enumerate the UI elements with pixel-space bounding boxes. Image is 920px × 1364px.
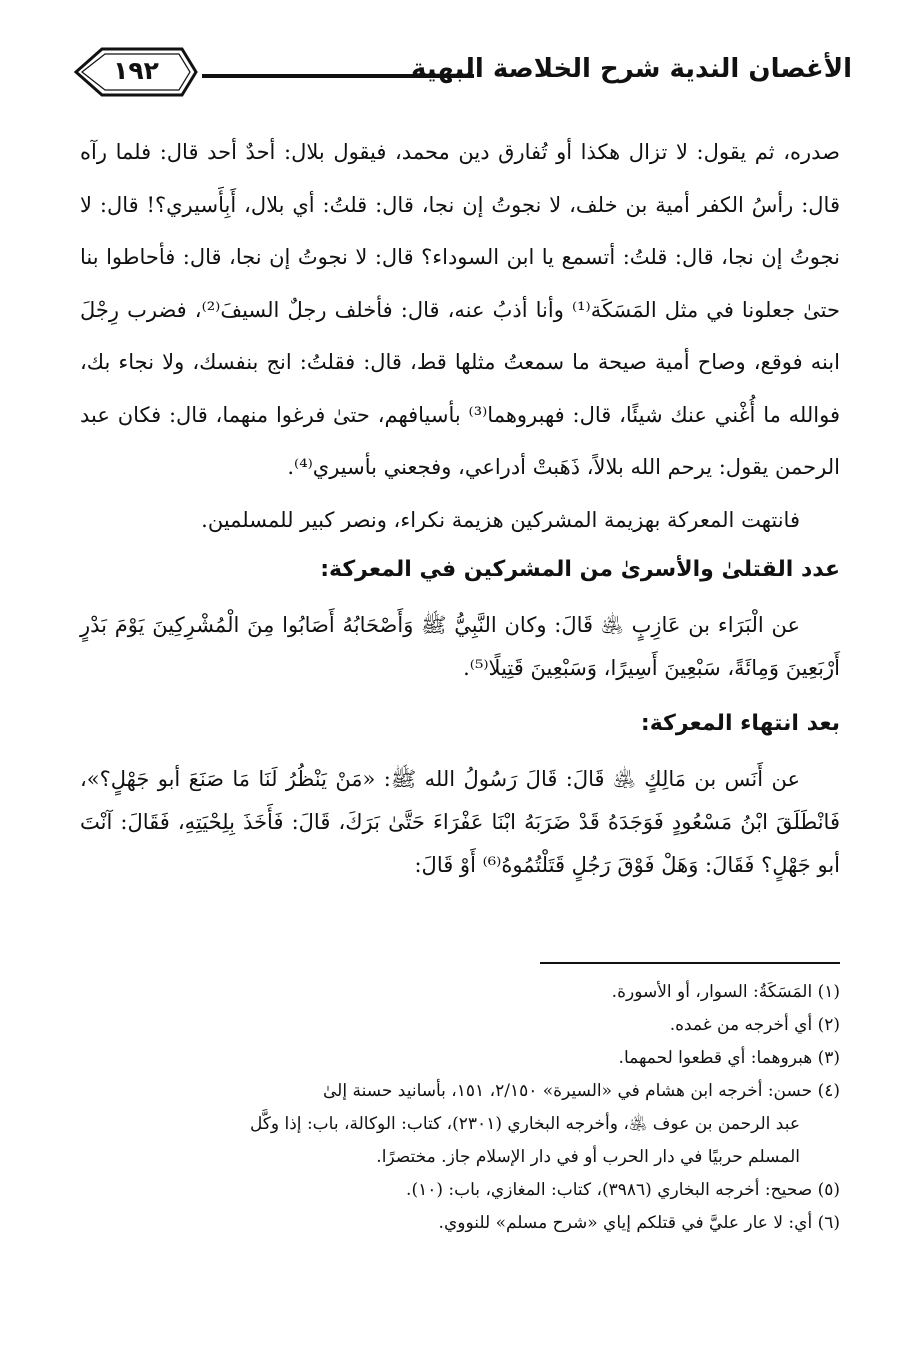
footnote-rule xyxy=(540,962,840,964)
footnote-4-line-1: (٤) حسن: أخرجه ابن هشام في «السيرة» ٢/١٥٠، ١٥١، بأسانيد حسنة إلىٰ xyxy=(322,1081,840,1101)
paragraph-1: صدره، ثم يقول: لا تزال هكذا أو تُفارق دين محمد، فيقول بلال: أحدٌ أحد قال: فلما رآه قال: رأسُ الكفر أمية بن خلف، لا نجوتُ إن نجا، قال: قلتُ: أي بلال، أَبِأَسيري؟! قال: لا نجوتُ إن نجا، قال: قلتُ: أتسمع يا ابن السوداء؟ قال: لا نجوتُ إن نجا، قال: فأحاطوا بنا حتىٰ جعلونا في مثل المَسَكَة⁽¹⁾ وأنا أذبُ عنه، قال: فأخلف رجلٌ السيفَ⁽²⁾، فضرب رِجْلَ ابنه فوقع، وصاح أمية صيحة ما سمعتُ مثلها قط، قال: فقلتُ: انج بنفسك، ولا نجاء بك، فوالله ما أُغْني عنك شيئًا، قال: فهبروهما⁽³⁾ بأسيافهم، حتىٰ فرغوا منهما، قال: فكان عبد الرحمن يقول: يرحم الله بلالاً، ذَهَبتْ أدراعي، وفجعني بأسيري⁽⁴⁾. xyxy=(80,140,840,479)
paragraph-2: فانتهت المعركة بهزيمة المشركين هزيمة نكراء، ونصر كبير للمسلمين. xyxy=(201,507,800,532)
footnote-4-line-3: المسلم حربيًا في دار الحرب أو في دار الإسلام جاز. مختصرًا. xyxy=(376,1147,800,1167)
section-heading-casualties: عدد القتلىٰ والأسرىٰ من المشركين في المعركة: xyxy=(320,557,840,582)
hadith-paragraph-2: عن أَنَس بن مَالِكٍ ﵁ قَالَ: قَالَ رَسُولُ الله ﷺ: «مَنْ يَنْظُرُ لَنَا مَا صَنَعَ أبو جَهْلٍ؟»، فَانْطَلَقَ ابْنُ مَسْعُودٍ فَوَجَدَهُ قَدْ ضَرَبَهُ ابْنَا عَفْرَاءَ حَتَّىٰ بَرَكَ، قَالَ: فَأَخَذَ بِلِحْيَتِهِ، فَقَالَ: آنْتَ أبو جَهْلٍ؟ فَقَالَ: وَهَلْ فَوْقَ رَجُلٍ قَتَلْتُمُوهُ⁽⁶⁾ أَوْ قَالَ: xyxy=(80,767,840,877)
footnote-2: (٢) أي أخرجه من غمده. xyxy=(669,1015,840,1035)
page-number-badge xyxy=(72,46,200,98)
hadith-paragraph-1: عن الْبَرَاء بن عَازِبٍ ﵁ قَالَ: وكان النَّبِيُّ ﷺ وَأَصْحَابُهُ أَصَابُوا مِنَ الْمُشْرِكِينَ يَوْمَ بَدْرٍ أَرْبَعِينَ وَمِائَةً، سَبْعِينَ أَسِيرًا، وَسَبْعِينَ قَتِيلًا⁽⁵⁾. xyxy=(80,613,840,680)
page-header xyxy=(72,36,852,108)
section-heading-after-battle: بعد انتهاء المعركة: xyxy=(640,711,840,736)
page-number: ١٩٢ xyxy=(113,56,159,85)
footnote-6: (٦) أي: لا عار عليَّ في قتلكم إياي «شرح مسلم» للنووي. xyxy=(438,1213,840,1233)
footnote-3: (٣) هبروهما: أي قطعوا لحمهما. xyxy=(618,1048,840,1068)
footnotes xyxy=(80,976,840,1240)
footnote-4-line-2: عبد الرحمن بن عوف ﵁، وأخرجه البخاري (٢٣٠١)، كتاب: الوكالة، باب: إذا وكَّل xyxy=(249,1114,800,1134)
main-text xyxy=(80,126,840,887)
footnote-1: (١) المَسَكَةُ: السوار، أو الأسورة. xyxy=(611,982,840,1002)
running-title: الأغصان الندية شرح الخلاصة البهية xyxy=(410,54,852,84)
footnote-5: (٥) صحيح: أخرجه البخاري (٣٩٨٦)، كتاب: المغازي، باب: (١٠). xyxy=(406,1180,840,1200)
